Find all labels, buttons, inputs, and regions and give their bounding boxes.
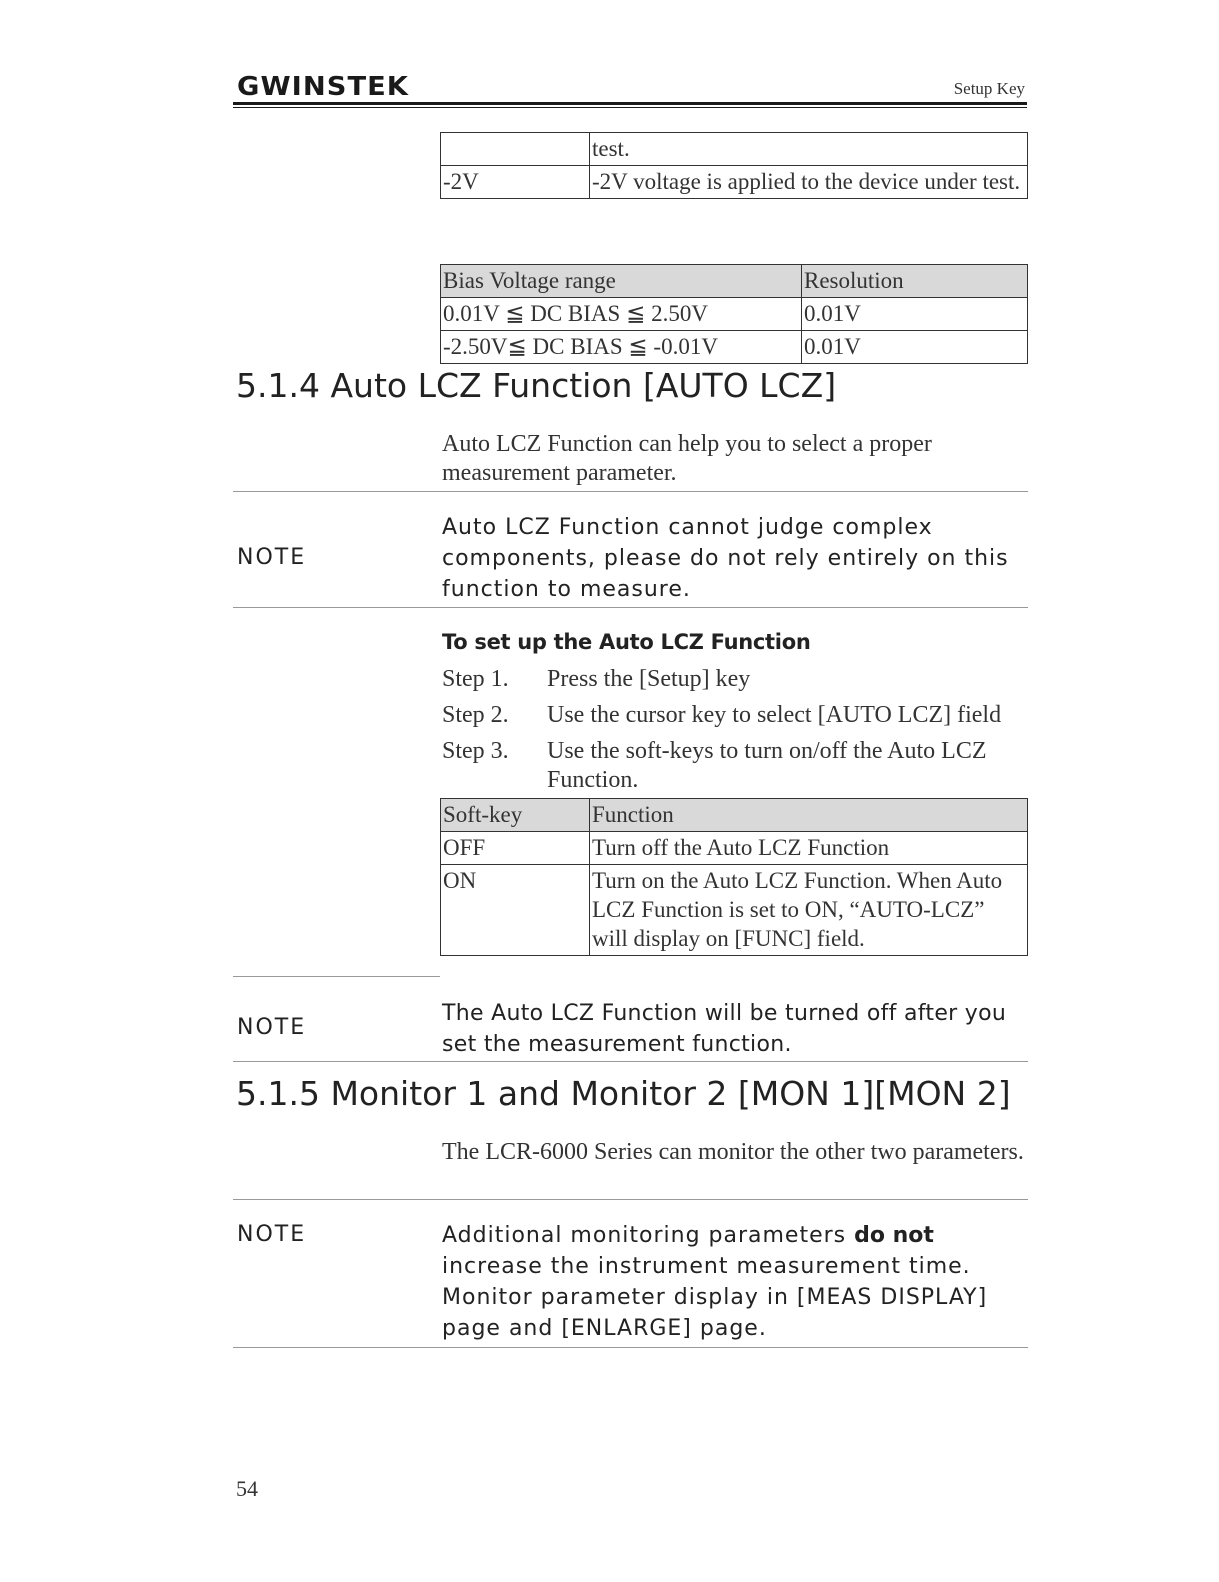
table-row [441, 166, 1028, 199]
table-row [441, 832, 1028, 865]
table-header-row [441, 265, 1028, 298]
step-label: Step 1. [442, 666, 509, 692]
section-intro-515: The LCR-6000 Series can monitor the other two parameters. [442, 1139, 1024, 1165]
table-header-cell: Bias Voltage range [441, 265, 802, 298]
divider [233, 1061, 1028, 1062]
header-rule [233, 102, 1027, 105]
divider [233, 1347, 1028, 1348]
step-text: Use the cursor key to select [AUTO LCZ] field [547, 702, 1002, 728]
note-text-post: increase the instrument measurement time. Monitor parameter display in [MEAS DISPLAY] page and [ENLARGE] page. [442, 1254, 988, 1341]
brand-logo: GWINSTEK [237, 72, 410, 102]
softkey-table [440, 798, 1028, 956]
table-cell: 0.01V ≦ DC BIAS ≦ 2.50V [441, 298, 802, 331]
table-cell: OFF [441, 832, 590, 865]
section-heading-514: 5.1.4 Auto LCZ Function [AUTO LCZ] [236, 366, 837, 405]
step-text: Press the [Setup] key [547, 666, 751, 692]
divider [233, 607, 1028, 608]
note-text: Auto LCZ Function cannot judge complex components, please do not rely entirely on this function to measure. [442, 515, 1009, 602]
divider [233, 976, 440, 977]
note-label: NOTE [237, 1015, 307, 1040]
table-header-cell: Function [590, 799, 1028, 832]
note-label: NOTE [237, 545, 307, 570]
table-cell: Turn on the Auto LCZ Function. When Auto LCZ Function is set to ON, “AUTO-LCZ” will display on [FUNC] field. [590, 865, 1028, 956]
section-heading-515: 5.1.5 Monitor 1 and Monitor 2 [MON 1][MON 2] [236, 1074, 1011, 1113]
table-cell: -2V voltage is applied to the device under test. [590, 166, 1028, 199]
header-section-title: Setup Key [953, 79, 1025, 98]
section-intro-514: Auto LCZ Function can help you to select a proper measurement parameter. [442, 431, 932, 486]
voltage-table [440, 132, 1028, 199]
table-cell: ON [441, 865, 590, 956]
procedure-title: To set up the Auto LCZ Function [442, 630, 811, 654]
step-label: Step 2. [442, 702, 509, 728]
table-header-row [441, 799, 1028, 832]
table-row [441, 331, 1028, 364]
step-label: Step 3. [442, 738, 509, 764]
bias-voltage-table [440, 264, 1028, 364]
table-cell: -2V [441, 166, 590, 199]
note-text: The Auto LCZ Function will be turned off after you set the measurement function. [442, 1001, 1007, 1057]
note-label: NOTE [237, 1222, 307, 1247]
note-text [442, 1220, 1032, 1344]
table-row [441, 298, 1028, 331]
table-cell: 0.01V [802, 298, 1028, 331]
table-cell: Turn off the Auto LCZ Function [590, 832, 1028, 865]
page-number: 54 [236, 1476, 258, 1501]
divider [233, 1199, 1028, 1200]
header-rule-thin [233, 107, 1027, 108]
table-cell: -2.50V≦ DC BIAS ≦ -0.01V [441, 331, 802, 364]
note-text-emphasis: do not [854, 1223, 934, 1248]
table-cell: test. [590, 133, 1028, 166]
table-header-cell: Soft-key [441, 799, 590, 832]
divider [233, 491, 1028, 492]
table-cell [441, 133, 590, 166]
step-text: Use the soft-keys to turn on/off the Auto LCZ Function. [547, 738, 987, 793]
table-row [441, 865, 1028, 956]
table-header-cell: Resolution [802, 265, 1028, 298]
note-text-pre: Additional monitoring parameters [442, 1223, 855, 1248]
table-row [441, 133, 1028, 166]
table-cell: 0.01V [802, 331, 1028, 364]
